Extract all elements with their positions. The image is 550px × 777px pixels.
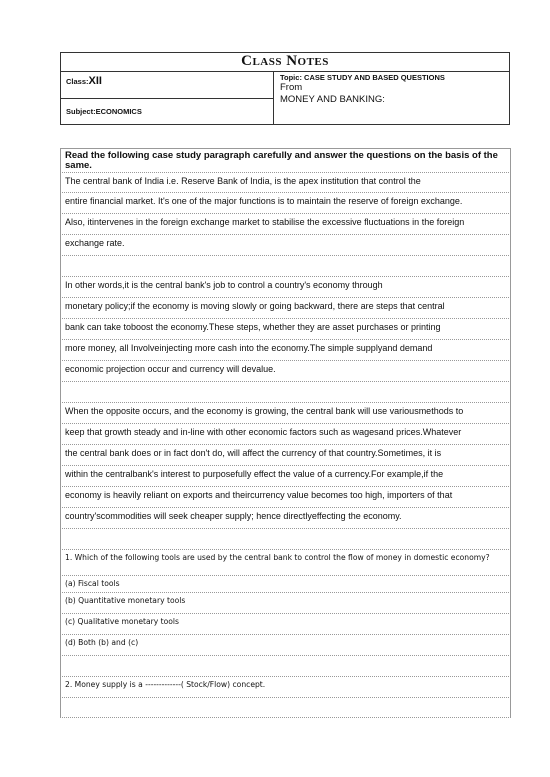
subtopic-label: MONEY AND BANKING: bbox=[280, 94, 385, 105]
question-2: 2. Money supply is a -------------( Stock/Flow) concept. bbox=[60, 676, 511, 697]
from-label: From bbox=[280, 82, 303, 93]
text-line: exchange rate. bbox=[60, 234, 511, 255]
text-line: more money, all Involveinjecting more cash into the economy.The simple supplyand demand bbox=[60, 339, 511, 360]
blank-line bbox=[60, 255, 511, 276]
blank-line bbox=[60, 528, 511, 549]
option-b: (b) Quantitative monetary tools bbox=[60, 592, 511, 613]
class-value: XII bbox=[88, 75, 102, 87]
instruction-text: Read the following case study paragraph carefully and answer the questions on the basis of the same. bbox=[60, 148, 511, 172]
text-line: economic projection occur and currency will devalue. bbox=[60, 360, 511, 381]
topic-label: Topic: CASE STUDY AND BASED QUESTIONS bbox=[280, 73, 445, 82]
text-line: When the opposite occurs, and the economy is growing, the central bank will use variousmethods to bbox=[60, 402, 511, 423]
subject-cell: Subject:ECONOMICS bbox=[66, 107, 142, 116]
text-line: the central bank does or in fact don't do, will affect the currency of that country.Sometimes, it is bbox=[60, 444, 511, 465]
text-line: bank can take toboost the economy.These steps, whether they are asset purchases or printing bbox=[60, 318, 511, 339]
text-line: keep that growth steady and in-line with other economic factors such as wagesand prices.Whatever bbox=[60, 423, 511, 444]
class-cell bbox=[61, 71, 273, 99]
text-line: within the centralbank's interest to purposefully effect the value of a currency.For example,if the bbox=[60, 465, 511, 486]
text-line: country'scommodities will seek cheaper supply; hence directlyeffecting the economy. bbox=[60, 507, 511, 528]
text-line: In other words,it is the central bank's job to control a country's economy through bbox=[60, 276, 511, 297]
ruled-content-area bbox=[60, 148, 511, 718]
option-a: (a) Fiscal tools bbox=[60, 575, 511, 592]
option-d: (d) Both (b) and (c) bbox=[60, 634, 511, 655]
text-line: economy is heavily reliant on exports and theircurrency value becomes too high, importers of that bbox=[60, 486, 511, 507]
blank-line bbox=[60, 697, 511, 718]
text-line: The central bank of India i.e. Reserve Bank of India, is the apex institution that control the bbox=[60, 172, 511, 192]
text-line: Also, itintervenes in the foreign exchange market to stabilise the excessive fluctuations in the foreign bbox=[60, 213, 511, 234]
blank-line bbox=[60, 381, 511, 402]
topic-cell bbox=[274, 71, 509, 124]
option-c: (c) Qualitative monetary tools bbox=[60, 613, 511, 634]
header-table bbox=[60, 52, 510, 125]
blank-line bbox=[60, 655, 511, 676]
text-line: monetary policy;if the economy is moving slowly or going backward, there are steps that central bbox=[60, 297, 511, 318]
question-1: 1. Which of the following tools are used by the central bank to control the flow of money in domestic economy? bbox=[60, 549, 511, 575]
header-left-column bbox=[61, 71, 274, 124]
text-line: entire financial market. It's one of the major functions is to maintain the reserve of foreign exchange. bbox=[60, 192, 511, 213]
page-title: Class Notes bbox=[61, 53, 509, 72]
class-label: Class: bbox=[66, 77, 89, 86]
